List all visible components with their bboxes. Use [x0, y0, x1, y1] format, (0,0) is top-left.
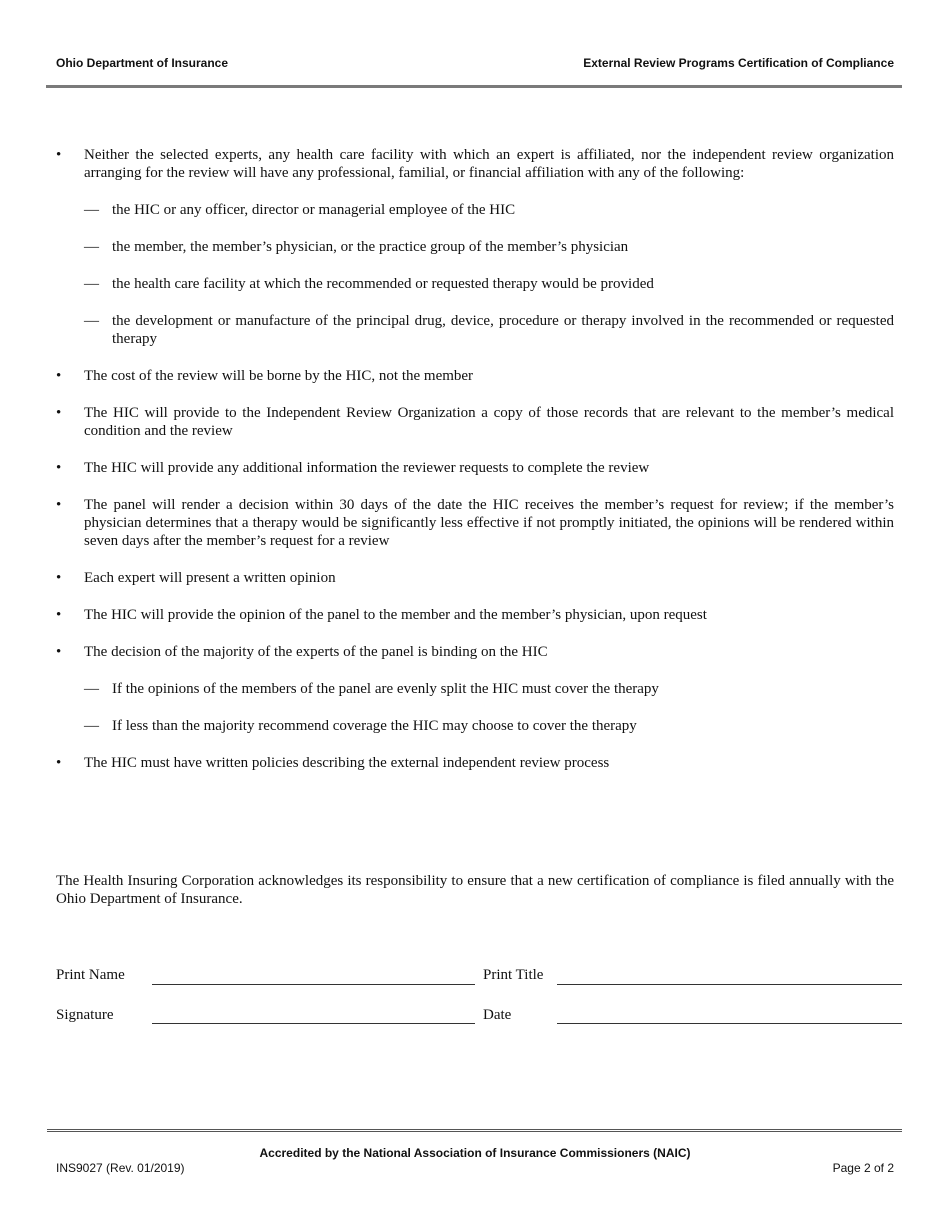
list-item-text: Neither the selected experts, any health care facility with which an expert is affiliated, nor the independent review organization arranging for the review will have any professional, familial, or financial affiliation with any of the following:: [84, 147, 894, 181]
sub-list-item: [56, 680, 894, 698]
date-field[interactable]: [557, 1023, 902, 1024]
dash-marker: —: [84, 202, 99, 218]
list-item-text: The HIC must have written policies describing the external independent review process: [84, 755, 610, 771]
list-item-text: the HIC or any officer, director or managerial employee of the HIC: [112, 202, 516, 218]
list-item: [56, 459, 894, 477]
dash-marker: —: [84, 276, 99, 292]
footer-form-number: INS9027 (Rev. 01/2019): [56, 1161, 185, 1175]
sub-list-item: [56, 238, 894, 256]
signature-field[interactable]: [152, 1023, 475, 1024]
bullet-marker: •: [56, 570, 62, 586]
footer-page-number: Page 2 of 2: [832, 1161, 894, 1175]
date-label: Date: [483, 1007, 512, 1023]
list-item-text: If the opinions of the members of the panel are evenly split the HIC must cover the therapy: [112, 681, 659, 697]
list-item: [56, 569, 894, 587]
bullet-marker: •: [56, 755, 62, 771]
list-item: [56, 146, 894, 182]
list-item-text: If less than the majority recommend coverage the HIC may choose to cover the therapy: [112, 718, 637, 734]
bullet-marker: •: [56, 460, 62, 476]
dash-marker: —: [84, 313, 99, 329]
sub-list-item: [56, 312, 894, 348]
requirements-list: [56, 146, 894, 791]
list-item: [56, 606, 894, 624]
header-form-title: External Review Programs Certification of Compliance: [583, 56, 894, 70]
print-title-field[interactable]: [557, 984, 902, 985]
bullet-marker: •: [56, 147, 62, 163]
bullet-marker: •: [56, 607, 62, 623]
list-item-text: The panel will render a decision within 30 days of the date the HIC receives the member’s request for review; if the member’s physician determines that a therapy would be significantly less effective if not promptly initiated, the opinions will be rendered within seven days after the member’s request for a review: [84, 497, 894, 549]
print-name-label: Print Name: [56, 967, 125, 983]
footer-accreditation: Accredited by the National Association of Insurance Commissioners (NAIC): [259, 1146, 691, 1160]
list-item: [56, 404, 894, 440]
dash-marker: —: [84, 239, 99, 255]
print-name-field[interactable]: [152, 984, 475, 985]
list-item-text: The HIC will provide the opinion of the panel to the member and the member’s physician, upon request: [84, 607, 707, 623]
dash-marker: —: [84, 718, 99, 734]
list-item-text: The HIC will provide to the Independent Review Organization a copy of those records that are relevant to the member’s medical condition and the review: [84, 405, 894, 439]
list-item: [56, 496, 894, 550]
list-item-text: The HIC will provide any additional information the reviewer requests to complete the review: [84, 460, 650, 476]
list-item-text: Each expert will present a written opinion: [84, 570, 336, 586]
sub-list-item: [56, 275, 894, 293]
page-header: [46, 52, 902, 88]
list-item: [56, 754, 894, 772]
sub-list-item: [56, 201, 894, 219]
list-item-text: The decision of the majority of the experts of the panel is binding on the HIC: [84, 644, 548, 660]
bullet-marker: •: [56, 368, 62, 384]
sub-list-item: [56, 717, 894, 735]
footer-divider: [47, 1129, 902, 1132]
list-item-text: the health care facility at which the recommended or requested therapy would be provided: [112, 276, 654, 292]
list-item-text: the development or manufacture of the principal drug, device, procedure or therapy involved in the recommended or requested therapy: [112, 313, 894, 347]
list-item-text: The cost of the review will be borne by the HIC, not the member: [84, 368, 474, 384]
list-item: [56, 643, 894, 661]
acknowledgement-paragraph: The Health Insuring Corporation acknowledges its responsibility to ensure that a new certification of compliance is filed annually with the Ohio Department of Insurance.: [56, 873, 894, 907]
bullet-marker: •: [56, 405, 62, 421]
print-title-label: Print Title: [483, 967, 544, 983]
header-agency: Ohio Department of Insurance: [56, 56, 229, 70]
signature-label: Signature: [56, 1007, 114, 1023]
list-item-text: the member, the member’s physician, or the practice group of the member’s physician: [112, 239, 629, 255]
bullet-marker: •: [56, 497, 62, 513]
bullet-marker: •: [56, 644, 62, 660]
dash-marker: —: [84, 681, 99, 697]
list-item: [56, 367, 894, 385]
